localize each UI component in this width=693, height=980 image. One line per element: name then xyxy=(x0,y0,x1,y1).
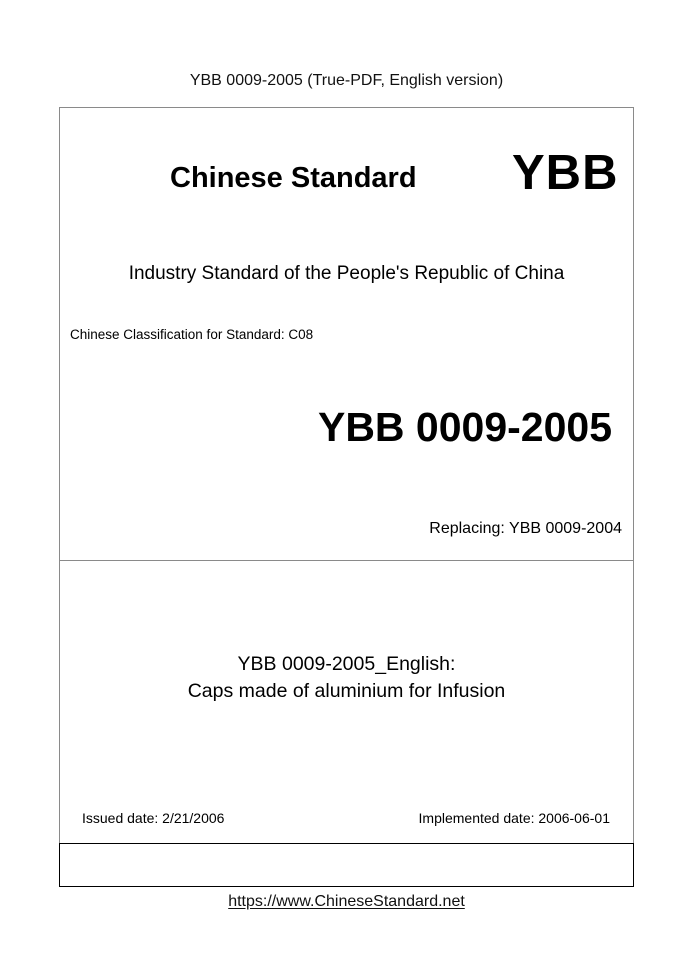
implemented-date: Implemented date: 2006-06-01 xyxy=(418,810,610,826)
page-header: YBB 0009-2005 (True-PDF, English version) xyxy=(189,72,504,89)
standard-number: YBB 0009-2005 xyxy=(317,404,612,450)
cover-lower-frame xyxy=(59,843,634,887)
ybb-mark: YBB xyxy=(512,146,619,200)
chinese-standard-heading: Chinese Standard xyxy=(170,162,417,194)
industry-standard-line: Industry Standard of the People's Republic of China xyxy=(128,263,565,284)
document-title-line-2: Caps made of aluminium for Infusion xyxy=(187,680,506,702)
document-title xyxy=(0,651,693,705)
issued-date: Issued date: 2/21/2006 xyxy=(82,810,225,826)
replacing-line: Replacing: YBB 0009-2004 xyxy=(429,520,622,537)
document-title-line-1: YBB 0009-2005_English: xyxy=(237,653,456,675)
classification-line: Chinese Classification for Standard: C08 xyxy=(70,327,314,342)
footer xyxy=(0,893,693,911)
website-link[interactable]: https://www.ChineseStandard.net xyxy=(228,893,465,910)
